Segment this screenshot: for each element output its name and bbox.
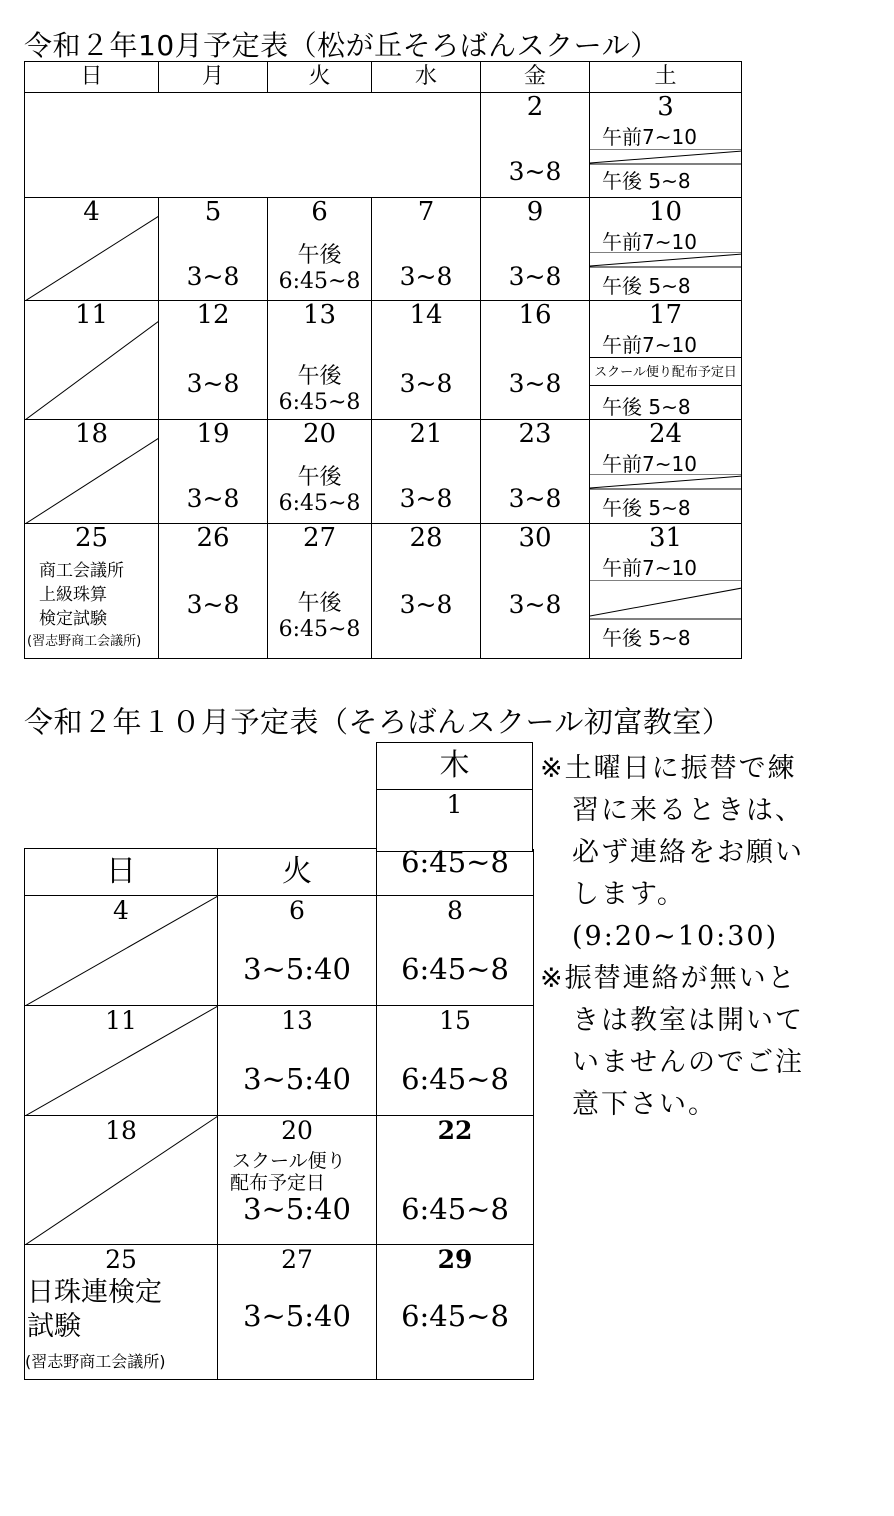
day-number: 4 <box>113 896 129 925</box>
divider <box>590 357 741 358</box>
day-number: 10 <box>648 197 683 227</box>
class-hours: 6:45~8 <box>278 390 361 415</box>
morning-hours: 午前7~10 <box>602 333 697 357</box>
afternoon-hours: 午後 5~8 <box>602 274 691 298</box>
sunday-cell <box>25 420 159 524</box>
class-hours: 6:45~8 <box>278 491 361 516</box>
class-hours: 3~8 <box>399 369 453 398</box>
afternoon-label: 午後 <box>297 465 342 490</box>
day-number: 22 <box>437 1116 473 1145</box>
day-cell <box>481 524 590 659</box>
day-cell <box>481 198 590 301</box>
split-line <box>590 580 742 620</box>
closed-slash <box>25 198 159 301</box>
day-number: 15 <box>439 1006 471 1035</box>
thursday-top-cells <box>376 742 533 852</box>
week-row <box>25 1245 534 1380</box>
week-row <box>25 1116 534 1245</box>
day-cell <box>268 198 372 301</box>
day-cell <box>268 524 372 659</box>
sunday-cell <box>25 198 159 301</box>
sunday-cell <box>25 524 159 659</box>
event-text: 試験 <box>27 1311 81 1342</box>
day-cell <box>218 896 377 1006</box>
event-text: 日珠連検定 <box>27 1277 162 1308</box>
class-hours: 3~8 <box>508 484 562 513</box>
split-line <box>590 474 742 490</box>
weekday-header-row <box>25 62 742 93</box>
newsletter-note: スクール便り配布予定日 <box>594 365 737 380</box>
schedule-table-matsugaoka <box>24 61 742 659</box>
day-number: 28 <box>409 523 443 553</box>
afternoon-hours: 午後 5~8 <box>602 395 691 419</box>
afternoon-hours: 午後 5~8 <box>602 169 691 193</box>
day-cell <box>218 1245 377 1380</box>
class-hours: 6:45~8 <box>278 269 361 294</box>
day-number: 7 <box>417 197 435 227</box>
day-cell <box>159 524 268 659</box>
newsletter-note: 配布予定日 <box>230 1172 326 1194</box>
day-number: 17 <box>648 300 683 330</box>
empty-cell <box>25 93 481 198</box>
day-number: 24 <box>648 419 683 449</box>
saturday-cell <box>590 198 742 301</box>
weekday-sat: 土 <box>590 62 742 93</box>
day-number: 16 <box>518 300 552 330</box>
afternoon-hours: 午後 5~8 <box>602 626 691 650</box>
closed-slash <box>25 1116 218 1245</box>
class-hours: 3~8 <box>186 484 240 513</box>
note-line: きは教室は開いて <box>572 1005 804 1036</box>
afternoon-hours: 午後 5~8 <box>602 496 691 520</box>
weekday-header-row <box>25 849 534 896</box>
day-cell <box>372 198 481 301</box>
day-cell <box>372 420 481 524</box>
class-hours: 6:45~8 <box>401 1192 509 1226</box>
day-number: 5 <box>204 197 222 227</box>
day-cell <box>268 420 372 524</box>
class-hours: 3~5:40 <box>243 1062 351 1096</box>
day-number: 20 <box>302 419 337 449</box>
weekday-tue: 火 <box>268 62 372 93</box>
day-number: 2 <box>526 92 544 122</box>
saturday-cell <box>590 524 742 659</box>
day-number: 25 <box>105 1245 137 1274</box>
class-hours: 3~5:40 <box>243 1299 351 1333</box>
weekday-sun: 日 <box>25 849 218 896</box>
saturday-cell <box>590 301 742 420</box>
class-hours: 3~5:40 <box>243 952 351 986</box>
day-cell <box>268 301 372 420</box>
day-cell <box>481 93 590 198</box>
weekday-sun: 日 <box>25 62 159 93</box>
day-number: 23 <box>518 419 552 449</box>
day-cell <box>218 1116 377 1245</box>
day-number: 8 <box>447 896 463 925</box>
newsletter-note: スクール便り <box>232 1150 346 1172</box>
weekday-mon: 月 <box>159 62 268 93</box>
day-number: 30 <box>518 523 552 553</box>
saturday-cell <box>590 93 742 198</box>
day-cell <box>377 849 534 896</box>
day-cell <box>159 420 268 524</box>
makeup-lesson-note <box>540 748 870 1126</box>
class-hours: 3~8 <box>508 157 562 186</box>
day-number: 6 <box>311 197 328 227</box>
day-number: 1 <box>446 790 463 819</box>
event-text: 商工会議所 <box>39 561 124 581</box>
weekday-thu: 木 <box>377 743 533 790</box>
morning-hours: 午前7~10 <box>602 230 697 254</box>
day-number: 27 <box>281 1245 313 1274</box>
event-text: 検定試験 <box>39 609 107 629</box>
note-line: 習に来るときは、 <box>572 795 804 826</box>
note-line: ※振替連絡が無いと <box>540 963 797 994</box>
day-number: 19 <box>196 419 230 449</box>
class-hours: 3~8 <box>508 369 562 398</box>
note-line: 必ず連絡をお願い <box>572 837 804 868</box>
morning-hours: 午前7~10 <box>602 556 697 580</box>
class-hours: 3~8 <box>508 262 562 291</box>
event-text: 上級珠算 <box>39 585 107 605</box>
class-hours: 3~8 <box>399 590 453 619</box>
day-number: 26 <box>196 523 230 553</box>
week-row <box>25 524 742 659</box>
class-hours: 3~8 <box>399 484 453 513</box>
day-number: 11 <box>105 1006 137 1035</box>
weekday-tue: 火 <box>218 849 377 896</box>
afternoon-label: 午後 <box>297 591 342 616</box>
class-hours: 3~5:40 <box>243 1192 351 1226</box>
day-number: 12 <box>196 300 230 330</box>
class-hours: 6:45~8 <box>401 1062 509 1096</box>
class-hours: 3~8 <box>186 262 240 291</box>
week-row <box>25 1006 534 1116</box>
sunday-cell <box>25 1006 218 1116</box>
sunday-cell <box>25 1245 218 1380</box>
week-row <box>25 896 534 1006</box>
day-cell <box>159 198 268 301</box>
day-number: 25 <box>74 523 109 553</box>
day-cell <box>159 301 268 420</box>
note-line: ※土曜日に振替で練 <box>540 753 797 784</box>
day-number: 14 <box>409 300 443 330</box>
day-cell <box>377 1245 534 1380</box>
closed-slash <box>25 301 159 420</box>
week-row <box>25 93 742 198</box>
week-row <box>25 198 742 301</box>
day-cell <box>377 1006 534 1116</box>
note-line: (9:20~10:30) <box>572 921 779 952</box>
day-cell <box>218 1006 377 1116</box>
day-number: 4 <box>83 197 100 227</box>
sunday-cell <box>25 301 159 420</box>
day-cell <box>372 524 481 659</box>
day-number: 6 <box>289 896 305 925</box>
note-line: します。 <box>572 879 686 910</box>
split-line <box>590 149 742 165</box>
class-hours: 3~8 <box>186 590 240 619</box>
sunday-cell <box>25 896 218 1006</box>
note-line: いませんのでご注 <box>572 1047 804 1078</box>
afternoon-label: 午後 <box>297 364 342 389</box>
note-line: 意下さい。 <box>572 1089 717 1120</box>
morning-hours: 午前7~10 <box>602 125 697 149</box>
closed-slash <box>25 420 159 524</box>
day-cell <box>377 790 533 852</box>
schedule-title-matsugaoka: 令和２年10月予定表（松が丘そろばんスクール） <box>24 29 659 62</box>
day-number: 18 <box>74 419 109 449</box>
day-number: 21 <box>409 419 443 449</box>
class-hours: 6:45~8 <box>278 617 361 642</box>
class-hours: 3~8 <box>399 262 453 291</box>
day-number: 27 <box>302 523 337 553</box>
day-cell <box>372 301 481 420</box>
day-cell <box>377 896 534 1006</box>
weekday-wed: 水 <box>372 62 481 93</box>
day-number: 29 <box>437 1245 473 1274</box>
day-number: 9 <box>526 197 544 227</box>
class-hours: 6:45~8 <box>401 848 509 879</box>
week-row <box>25 301 742 420</box>
weekday-fri: 金 <box>481 62 590 93</box>
saturday-cell <box>590 420 742 524</box>
class-hours: 6:45~8 <box>401 1299 509 1333</box>
day-cell <box>481 420 590 524</box>
split-line <box>590 252 742 268</box>
divider <box>590 385 741 386</box>
day-number: 13 <box>302 300 337 330</box>
class-hours: 3~8 <box>186 369 240 398</box>
class-hours: 6:45~8 <box>401 952 509 986</box>
class-hours: 3~8 <box>508 590 562 619</box>
day-number: 18 <box>105 1116 137 1145</box>
schedule-title-hatsutomi: 令和２年１０月予定表（そろばんスクール初富教室） <box>24 705 732 739</box>
week-row <box>25 420 742 524</box>
day-number: 3 <box>657 92 674 122</box>
day-cell <box>377 1116 534 1245</box>
day-number: 11 <box>74 300 109 330</box>
morning-hours: 午前7~10 <box>602 452 697 476</box>
schedule-table-hatsutomi <box>24 848 534 1380</box>
event-venue: (習志野商工会議所) <box>27 634 142 649</box>
day-number: 20 <box>281 1116 313 1145</box>
sunday-cell <box>25 1116 218 1245</box>
day-cell <box>481 301 590 420</box>
closed-slash <box>25 1006 218 1116</box>
day-number: 31 <box>648 523 683 553</box>
event-venue: (習志野商工会議所) <box>25 1352 166 1371</box>
afternoon-label: 午後 <box>297 243 342 268</box>
closed-slash <box>25 896 218 1006</box>
day-number: 13 <box>281 1006 313 1035</box>
